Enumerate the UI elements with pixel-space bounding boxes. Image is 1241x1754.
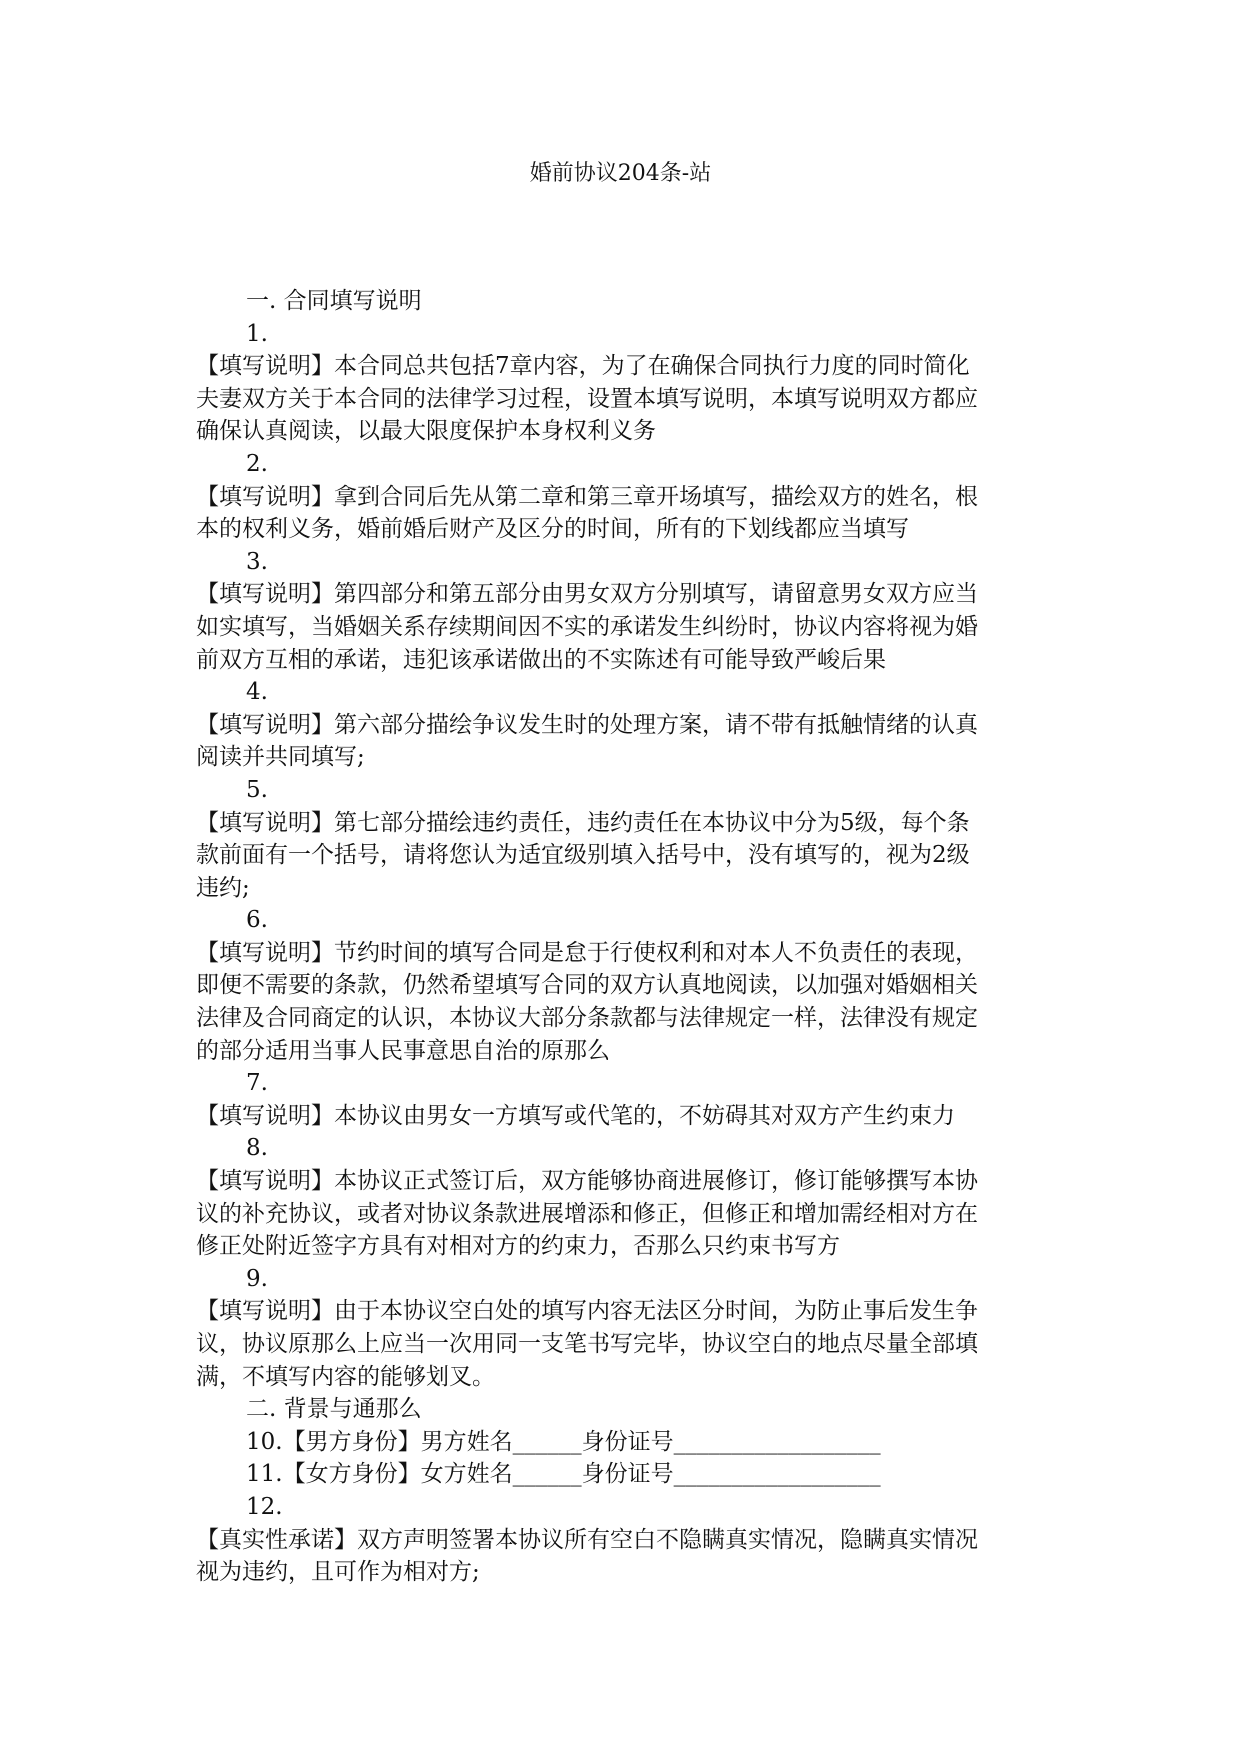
text-line: 8. [246,1135,268,1162]
text-line: 9. [246,1265,268,1292]
text-line: 款前面有一个括号，请将您认为适宜级别填入括号中，没有填写的，视为2级 [196,842,970,869]
text-line: 【填写说明】拿到合同后先从第二章和第三章开场填写，描绘双方的姓名，根 [196,483,978,510]
text-line: 议，协议原那么上应当一次用同一支笔书写完毕，协议空白的地点尽量全部填 [196,1331,978,1357]
text-line: 3. [246,548,268,575]
text-line: 【填写说明】本协议正式签订后，双方能够协商进展修订，修订能够撰写本协 [196,1168,978,1195]
text-line: 一. 合同填写说明 [246,288,422,314]
text-line: 法律及合同商定的认识，本协议大部分条款都与法律规定一样，法律没有规定 [196,1005,978,1032]
document-title: 婚前协议204条-站 [529,161,712,186]
text-line: 4. [246,679,268,706]
text-line: 夫妻双方关于本合同的法律学习过程，设置本填写说明，本填写说明双方都应 [196,385,978,412]
text-line: 【填写说明】第六部分描绘争议发生时的处理方案，请不带有抵触情绪的认真 [196,711,978,738]
text-line: 前双方互相的承诺，违犯该承诺做出的不实陈述有可能导致严峻后果 [196,646,886,673]
text-line: 即便不需要的条款，仍然希望填写合同的双方认真地阅读，以加强对婚姻相关 [196,972,978,999]
text-line: 二. 背景与通那么 [246,1396,422,1423]
text-line: 的部分适用当事人民事意思自治的原那么 [196,1037,610,1064]
text-line: 议的补充协议，或者对协议条款进展增添和修正，但修正和增加需经相对方在 [196,1200,978,1227]
text-line: 确保认真阅读，以最大限度保护本身权利义务 [196,418,656,445]
text-line: 【填写说明】本合同总共包括7章内容，为了在确保合同执行力度的同时简化 [196,353,970,380]
text-line: 10.【男方身份】男方姓名______身份证号__________________ [246,1428,881,1455]
text-line: 【真实性承诺】双方声明签署本协议所有空白不隐瞒真实情况，隐瞒真实情况 [196,1526,978,1553]
text-line: 6. [246,907,268,934]
text-line: 1. [246,320,268,347]
text-line: 视为违约，且可作为相对方; [196,1559,480,1586]
text-line: 【填写说明】第四部分和第五部分由男女双方分别填写，请留意男女双方应当 [196,581,978,608]
text-line: 【填写说明】本协议由男女一方填写或代笔的，不妨碍其对双方产生约束力 [196,1102,955,1129]
text-line: 7. [246,1070,268,1097]
text-line: 12. [246,1493,283,1520]
text-line: 违约; [196,874,250,901]
text-line: 如实填写，当婚姻关系存续期间因不实的承诺发生纠纷时，协议内容将视为婚 [196,613,978,640]
text-line: 5. [246,776,268,803]
text-line: 阅读并共同填写; [196,744,365,771]
text-line: 【填写说明】第七部分描绘违约责任，违约责任在本协议中分为5级，每个条 [196,809,970,836]
text-line: 【填写说明】由于本协议空白处的填写内容无法区分时间，为防止事后发生争 [196,1298,978,1325]
document-body [196,285,1051,1589]
text-line: 2. [246,450,268,477]
text-line: 11.【女方身份】女方姓名______身份证号__________________ [246,1461,881,1488]
text-line: 满，不填写内容的能够划叉。 [196,1363,495,1390]
text-line: 修正处附近签字方具有对相对方的约束力，否那么只约束书写方 [196,1233,840,1260]
text-line: 本的权利义务，婚前婚后财产及区分的时间，所有的下划线都应当填写 [196,516,909,543]
text-line: 【填写说明】节约时间的填写合同是怠于行使权利和对本人不负责任的表现， [196,939,978,966]
